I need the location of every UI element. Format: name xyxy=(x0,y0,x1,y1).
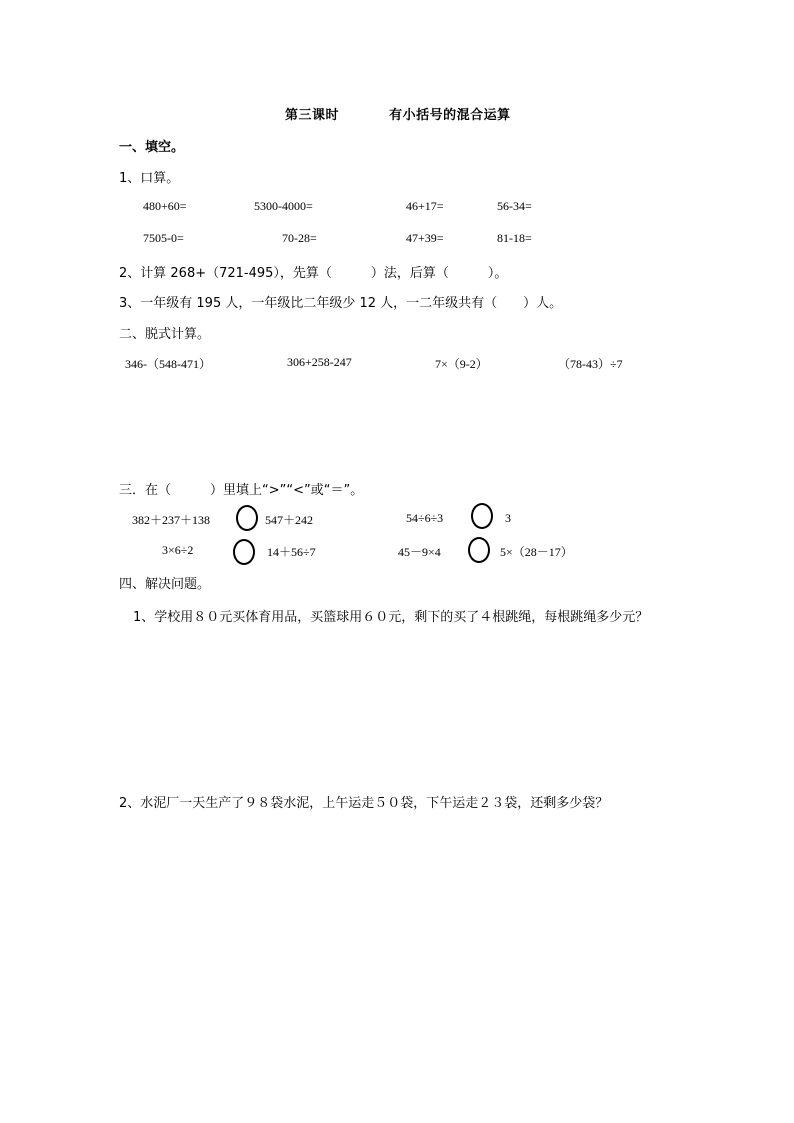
compare-answer-circle[interactable] xyxy=(468,537,490,563)
oral-calc-item: 5300-4000= xyxy=(254,199,313,213)
compare-answer-circle[interactable] xyxy=(236,505,258,531)
compare-answer-circle[interactable] xyxy=(471,503,493,529)
compare-right: 5×（28－17） xyxy=(500,545,573,559)
compare-answer-circle[interactable] xyxy=(233,539,255,565)
question-3: 3、一年级有 195 人，一年级比二年级少 12 人，一二年级共有（ ）人。 xyxy=(119,296,563,311)
step-calc-item: 306+258-247 xyxy=(287,355,352,369)
oral-calc-item: 56-34= xyxy=(497,199,532,213)
compare-right: 14＋56÷7 xyxy=(267,545,316,559)
section-2-heading: 二、脱式计算。 xyxy=(119,327,211,342)
section-3-heading: 三．在（ ）里填上“>”“<”或“＝”。 xyxy=(119,483,364,498)
problem-2: 2、水泥厂一天生产了９８袋水泥，上午运走５０袋，下午运走２３袋，还剩多少袋？ xyxy=(119,796,609,811)
question-2: 2、计算 268+（721-495），先算（ ）法，后算（ ）。 xyxy=(119,266,508,281)
lesson-number: 第三课时 xyxy=(285,108,340,123)
lesson-topic: 有小括号的混合运算 xyxy=(389,108,511,123)
page-title xyxy=(285,104,511,123)
oral-calc-item: 7505-0= xyxy=(143,231,184,245)
compare-left: 45－9×4 xyxy=(398,545,441,559)
question-1-label: 1、口算。 xyxy=(119,171,180,186)
step-calc-item: 7×（9-2） xyxy=(435,357,488,371)
step-calc-item: （78-43）÷7 xyxy=(558,357,623,371)
compare-left: 3×6÷2 xyxy=(162,543,194,557)
problem-1: 1、学校用８０元买体育用品，买篮球用６０元，剩下的买了４根跳绳，每根跳绳多少元？ xyxy=(133,610,649,625)
compare-left: 382＋237＋138 xyxy=(132,513,211,527)
compare-right: 3 xyxy=(505,511,511,525)
oral-calc-item: 46+17= xyxy=(406,199,444,213)
oral-calc-item: 70-28= xyxy=(282,231,317,245)
oral-calc-item: 47+39= xyxy=(406,231,444,245)
section-1-heading: 一、填空。 xyxy=(119,140,185,155)
oral-calc-item: 480+60= xyxy=(143,199,187,213)
section-4-heading: 四、解决问题。 xyxy=(119,577,211,592)
compare-left: 54÷6÷3 xyxy=(406,511,444,525)
compare-right: 547＋242 xyxy=(265,513,314,527)
step-calc-item: 346-（548-471） xyxy=(125,357,211,371)
oral-calc-item: 81-18= xyxy=(497,231,532,245)
